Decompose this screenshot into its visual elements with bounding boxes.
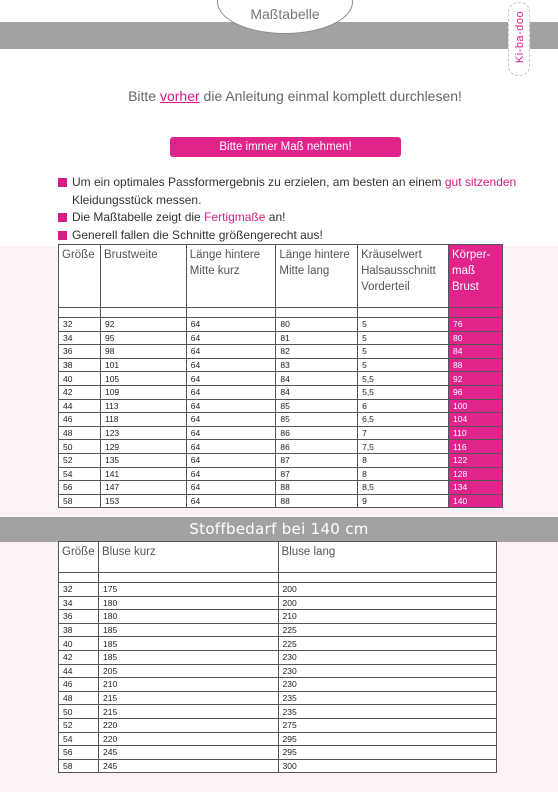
table-row (59, 358, 503, 372)
table-cell: 109 (100, 385, 186, 399)
table-cell: 85 (276, 399, 358, 413)
table-cell: 7 (358, 426, 449, 440)
size-table-header: Kräuselwert Halsausschnitt Vorderteil (358, 245, 449, 308)
bullet-item (58, 174, 528, 209)
table-cell: 48 (59, 691, 99, 705)
table-cell: 5 (358, 318, 449, 332)
table-cell: 40 (59, 372, 101, 386)
table-cell: 104 (449, 413, 503, 427)
bullet-text: Kleidungsstück messen. (72, 192, 202, 207)
table-cell: 44 (59, 664, 99, 678)
table-row (59, 623, 497, 637)
table-cell: 76 (449, 318, 503, 332)
table-cell: 58 (59, 759, 99, 773)
table-cell: 56 (59, 746, 99, 760)
table-row (59, 637, 497, 651)
table-cell: 42 (59, 650, 99, 664)
table-cell: 141 (100, 467, 186, 481)
table-cell: 275 (278, 718, 496, 732)
spacer-cell (100, 308, 186, 318)
table-cell: 64 (186, 413, 276, 427)
table-row (59, 331, 503, 345)
spacer-cell (59, 308, 101, 318)
table-cell: 210 (278, 610, 496, 624)
table-cell: 46 (59, 678, 99, 692)
table-cell: 96 (449, 385, 503, 399)
bullet-highlight: gut sitzenden (444, 175, 517, 189)
brand-logo-text: Ki-ba-doo (514, 10, 526, 64)
table-cell: 82 (276, 345, 358, 359)
table-cell: 210 (98, 678, 278, 692)
fabric-table (58, 541, 497, 773)
bullet-text: an! (265, 210, 286, 224)
table-cell: 64 (186, 345, 276, 359)
table-cell: 200 (278, 596, 496, 610)
bullet-text: Um ein optimales Passformergebnis zu erzielen, am besten an einem (72, 175, 445, 189)
table-cell: 58 (59, 494, 101, 508)
table-cell: 64 (186, 358, 276, 372)
table-cell: 135 (100, 453, 186, 467)
table-row (59, 372, 503, 386)
table-cell: 64 (186, 318, 276, 332)
size-table-header: Länge hintere Mitte kurz (186, 245, 276, 308)
measure-banner: Bitte immer Maß nehmen! (170, 137, 401, 157)
table-cell: 36 (59, 610, 99, 624)
table-cell: 134 (449, 481, 503, 495)
table-cell: 110 (449, 426, 503, 440)
fabric-table-header: Bluse kurz (98, 542, 278, 573)
table-cell: 48 (59, 426, 101, 440)
table-cell: 80 (449, 331, 503, 345)
spacer-cell (449, 308, 503, 318)
page-title: Maßtabelle (250, 6, 320, 22)
table-cell: 52 (59, 453, 101, 467)
table-cell: 153 (100, 494, 186, 508)
table-row (59, 399, 503, 413)
table-cell: 64 (186, 385, 276, 399)
table-cell: 300 (278, 759, 496, 773)
table-cell: 113 (100, 399, 186, 413)
spacer-cell (358, 308, 449, 318)
table-cell: 80 (276, 318, 358, 332)
table-cell: 98 (100, 345, 186, 359)
table-cell: 8 (358, 453, 449, 467)
table-cell: 185 (98, 650, 278, 664)
table-row (59, 664, 497, 678)
table-row (59, 467, 503, 481)
table-cell: 54 (59, 732, 99, 746)
table-cell: 92 (449, 372, 503, 386)
table-cell: 116 (449, 440, 503, 454)
bullet-list (58, 174, 528, 244)
table-cell: 92 (100, 318, 186, 332)
fabric-requirement-title: Stoffbedarf bei 140 cm (0, 517, 558, 542)
fabric-table-body (59, 573, 497, 773)
table-row (59, 426, 503, 440)
size-table-header: Brustweite (100, 245, 186, 308)
table-cell: 230 (278, 664, 496, 678)
table-row (59, 705, 497, 719)
table-cell: 122 (449, 453, 503, 467)
table-cell: 235 (278, 705, 496, 719)
bullet-highlight: Fertigmaße (204, 210, 266, 224)
table-cell: 56 (59, 481, 101, 495)
bullet-text: Generell fallen die Schnitte größengerecht aus! (72, 227, 323, 242)
size-table-header: Länge hintere Mitte lang (276, 245, 358, 308)
table-cell: 6,5 (358, 413, 449, 427)
bullet-item (58, 209, 528, 227)
table-cell: 147 (100, 481, 186, 495)
table-row (59, 718, 497, 732)
notice-highlight: vorher (159, 88, 200, 104)
bullet-square-icon (58, 178, 67, 187)
spacer-cell (278, 573, 496, 583)
table-cell: 81 (276, 331, 358, 345)
size-table-header: Körper-maß Brust (449, 245, 503, 308)
spacer-cell (276, 308, 358, 318)
table-cell: 180 (98, 596, 278, 610)
table-row (59, 481, 503, 495)
table-cell: 230 (278, 678, 496, 692)
table-cell: 88 (449, 358, 503, 372)
table-cell: 129 (100, 440, 186, 454)
table-cell: 140 (449, 494, 503, 508)
table-cell: 8,5 (358, 481, 449, 495)
table-row (59, 453, 503, 467)
table-cell: 44 (59, 399, 101, 413)
table-cell: 84 (449, 345, 503, 359)
table-cell: 88 (276, 481, 358, 495)
table-cell: 200 (278, 583, 496, 597)
table-cell: 5 (358, 331, 449, 345)
table-cell: 175 (98, 583, 278, 597)
table-cell: 40 (59, 637, 99, 651)
table-cell: 5 (358, 358, 449, 372)
table-row (59, 583, 497, 597)
table-cell: 215 (98, 691, 278, 705)
size-table (58, 244, 503, 508)
spacer-cell (186, 308, 276, 318)
table-cell: 105 (100, 372, 186, 386)
table-row (59, 494, 503, 508)
table-cell: 7,5 (358, 440, 449, 454)
table-row (59, 650, 497, 664)
table-cell: 32 (59, 318, 101, 332)
fabric-table-header: Größe (59, 542, 99, 573)
notice-text-before: Bitte (128, 88, 160, 104)
table-cell: 128 (449, 467, 503, 481)
table-row (59, 440, 503, 454)
table-cell: 220 (98, 718, 278, 732)
table-cell: 84 (276, 372, 358, 386)
table-cell: 118 (100, 413, 186, 427)
table-cell: 64 (186, 426, 276, 440)
table-cell: 230 (278, 650, 496, 664)
table-cell: 5,5 (358, 385, 449, 399)
notice-text-after: die Anleitung einmal komplett durchlesen! (199, 88, 462, 104)
spacer-row (59, 308, 503, 318)
table-cell: 64 (186, 467, 276, 481)
table-cell: 64 (186, 399, 276, 413)
table-cell: 295 (278, 746, 496, 760)
table-cell: 225 (278, 637, 496, 651)
table-cell: 5,5 (358, 372, 449, 386)
table-row (59, 413, 503, 427)
table-cell: 84 (276, 385, 358, 399)
table-cell: 6 (358, 399, 449, 413)
table-cell: 205 (98, 664, 278, 678)
table-cell: 123 (100, 426, 186, 440)
table-cell: 46 (59, 413, 101, 427)
table-cell: 34 (59, 596, 99, 610)
table-cell: 215 (98, 705, 278, 719)
table-cell: 36 (59, 345, 101, 359)
table-cell: 5 (358, 345, 449, 359)
table-row (59, 759, 497, 773)
table-cell: 101 (100, 358, 186, 372)
fabric-table-header: Bluse lang (278, 542, 496, 573)
table-cell: 295 (278, 732, 496, 746)
read-instructions-notice (0, 88, 558, 104)
table-row (59, 691, 497, 705)
table-cell: 225 (278, 623, 496, 637)
table-cell: 64 (186, 372, 276, 386)
table-cell: 38 (59, 358, 101, 372)
table-row (59, 610, 497, 624)
table-row (59, 678, 497, 692)
table-cell: 64 (186, 453, 276, 467)
table-cell: 87 (276, 467, 358, 481)
table-cell: 54 (59, 467, 101, 481)
table-cell: 86 (276, 440, 358, 454)
bullet-square-icon (58, 213, 67, 222)
table-cell: 185 (98, 637, 278, 651)
table-cell: 9 (358, 494, 449, 508)
table-cell: 64 (186, 331, 276, 345)
table-cell: 52 (59, 718, 99, 732)
spacer-cell (59, 573, 99, 583)
table-cell: 87 (276, 453, 358, 467)
bullet-square-icon (58, 231, 67, 240)
table-row (59, 596, 497, 610)
table-cell: 85 (276, 413, 358, 427)
table-cell: 64 (186, 440, 276, 454)
spacer-row (59, 573, 497, 583)
table-cell: 64 (186, 481, 276, 495)
table-cell: 100 (449, 399, 503, 413)
size-table-header: Größe (59, 245, 101, 308)
table-cell: 34 (59, 331, 101, 345)
table-cell: 88 (276, 494, 358, 508)
table-cell: 50 (59, 705, 99, 719)
table-cell: 83 (276, 358, 358, 372)
table-cell: 8 (358, 467, 449, 481)
table-cell: 32 (59, 583, 99, 597)
table-cell: 220 (98, 732, 278, 746)
table-cell: 180 (98, 610, 278, 624)
bullet-item (58, 227, 528, 245)
table-cell: 50 (59, 440, 101, 454)
brand-logo (508, 2, 530, 76)
table-row (59, 318, 503, 332)
table-cell: 42 (59, 385, 101, 399)
table-cell: 86 (276, 426, 358, 440)
table-row (59, 385, 503, 399)
table-cell: 64 (186, 494, 276, 508)
table-cell: 185 (98, 623, 278, 637)
table-cell: 245 (98, 759, 278, 773)
table-row (59, 345, 503, 359)
table-row (59, 732, 497, 746)
spacer-cell (98, 573, 278, 583)
table-cell: 38 (59, 623, 99, 637)
bullet-text: Die Maßtabelle zeigt die (72, 210, 205, 224)
table-cell: 95 (100, 331, 186, 345)
table-cell: 235 (278, 691, 496, 705)
size-table-body (59, 308, 503, 508)
table-row (59, 746, 497, 760)
table-cell: 245 (98, 746, 278, 760)
